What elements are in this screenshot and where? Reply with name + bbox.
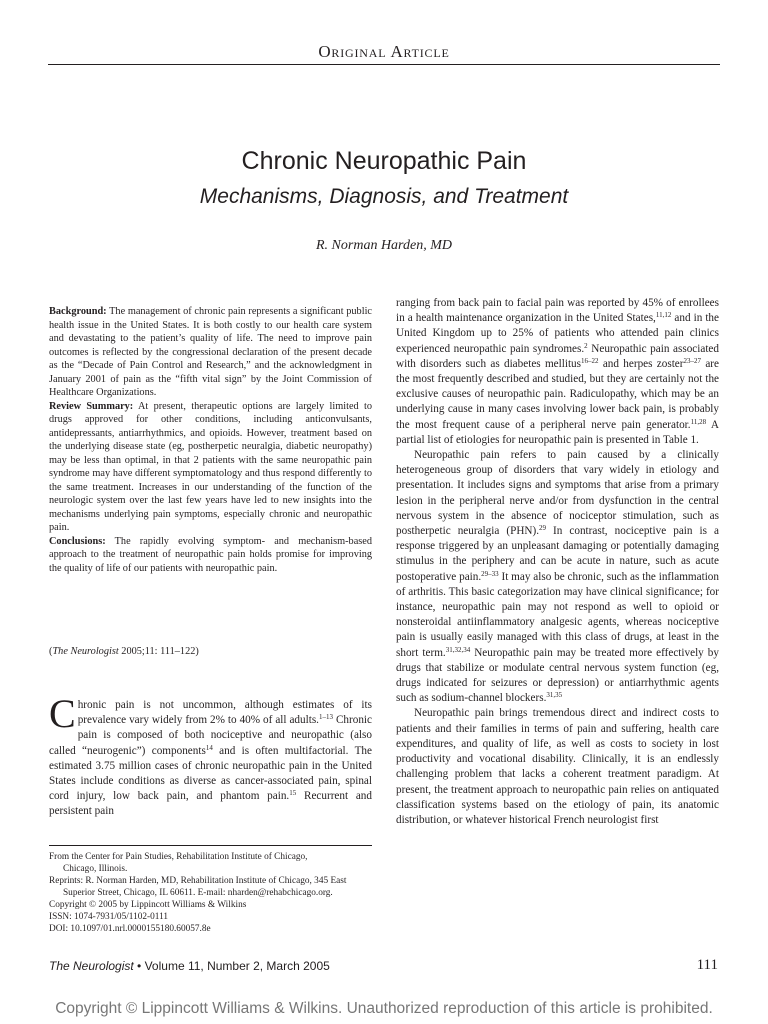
footnotes <box>49 851 372 935</box>
ref-sup: 11,28 <box>690 417 707 426</box>
review-text: At present, therapeutic options are largely limited to drugs approved for other conditions, including anticonvulsants, antidepressants, antiarrhythmics, and opioids. However, treatment based on the underlying disease state (eg, postherpetic neuralgia, diabetic neuropathy) may be less than optimal, in that 2 patients with the same neuropathic pain syndrome may have different symptomatology and thus respond differently to the same treatment. Increases in our understanding of the function of the neurologic system over the last few years have led to new insights into the mechanisms underlying pain symptoms, especially chronic and neuropathic pain. <box>49 400 372 533</box>
copyright-banner: Copyright © Lippincott Williams & Wilkins. Unauthorized reproduction of this article is prohibited. <box>55 1000 713 1017</box>
p1-text-2: and in the United Kingdom up to 25% of patients who attended pain clinics experienced neuropathic pain syndromes. <box>396 312 719 355</box>
conclusions-label: Conclusions: <box>49 535 106 547</box>
ref-sup: 23–27 <box>683 356 702 365</box>
p1-text-1: ranging from back pain to facial pain was reported by 45% of enrollees in a health maintenance organization in the United States, <box>396 297 719 325</box>
footnote-reprints: Reprints: R. Norman Harden, MD, Rehabilitation Institute of Chicago, 345 East <box>49 876 347 886</box>
footer-journal: The Neurologist <box>49 959 134 973</box>
p1-text-4: and herpes zoster <box>598 357 684 370</box>
article-author: R. Norman Harden, MD <box>316 238 452 253</box>
ref-sup: 15 <box>289 789 297 798</box>
article-title: Chronic Neuropathic Pain <box>241 147 527 175</box>
footnote-affiliation: From the Center for Pain Studies, Rehabilitation Institute of Chicago, <box>49 852 308 862</box>
section-label-text: Original Article <box>318 42 450 61</box>
footnote-issn: ISSN: 1074-7931/05/1102-0111 <box>49 912 169 922</box>
page-number: 111 <box>696 957 718 973</box>
right-column <box>396 296 719 828</box>
running-footer <box>49 959 330 973</box>
footnote-doi: DOI: 10.1097/01.nrl.0000155180.60057.8e <box>49 924 211 934</box>
abstract-review <box>49 400 372 535</box>
citation-open: ( <box>49 646 53 657</box>
footnote-affiliation-city: Chicago, Illinois. <box>63 864 128 874</box>
abstract-conclusions <box>49 535 372 576</box>
footer-bullet: • <box>133 959 145 973</box>
intro-text-3: and is often multifactorial. The estimated 3.75 million cases of chronic neuropathic pain in the United States include conditions as diverse as cancer-associated pain, spinal cord injury, low back pain, and phantom pain. <box>49 744 372 803</box>
background-label: Background: <box>49 306 107 317</box>
body-paragraph-1 <box>396 296 719 448</box>
ref-sup: 29–33 <box>481 569 499 578</box>
intro-text-4: Recurrent and persistent pain <box>49 790 372 818</box>
intro-paragraph <box>49 691 372 820</box>
p3-text-1: Neuropathic pain brings tremendous direct and indirect costs to patients and their families in terms of pain and suffering, health care expenditures, and quality of life, as well as costs to society in lost productivity and vocational disability. Clinically, it is an endlessly challenging problem that lacks a coherent treatment paradigm. At present, the treatment approach to neuropathic pain relies on antiquated classification systems based on the etiology of pain, its anatomic distribution, or whatever historical French neurologist first <box>396 707 719 826</box>
p2-text-4: Neuropathic pain may be treated more effectively by drugs that stabilize or modulate central nervous system function (eg, drugs indicated for seizures or depression) or antiarrhythmic agents such as sodium-channel blockers. <box>396 646 719 705</box>
footnote-reprints-address: Superior Street, Chicago, IL 60611. E-mail: nharden@rehabchicago.org. <box>63 888 333 898</box>
body-paragraph-2 <box>396 448 719 706</box>
background-text: The management of chronic pain represents a significant public health issue in the United States. It is both costly to our health care system and devastating to the patient’s quality of life. The need to improve pain outcomes is reflected by the congressional declaration of the present decade as the “Decade of Pain Control and Research,” and the acknowledgment in January 2001 of pain as the “fifth vital sign” by the Joint Commission of Healthcare Organizations. <box>49 306 372 398</box>
p2-text-1: Neuropathic pain refers to pain caused by a clinically heterogeneous group of disorders that vary widely in etiology and presentation. It includes signs and symptoms that arise from a primary lesion in the peripheral nerve and/or from dysfunction in the central nervous system in the absence of nociceptor stimulation, such as postherpetic neuralgia (PHN). <box>396 449 719 538</box>
article-subtitle: Mechanisms, Diagnosis, and Treatment <box>199 185 569 208</box>
ref-sup: 14 <box>205 743 213 752</box>
section-label <box>0 42 768 62</box>
p2-text-2: In contrast, nociceptive pain is a response triggered by an unpleasant damaging or potentially damaging stimulus in the periphery and can be acute in nature, such as acute postoperative pain. <box>396 525 719 583</box>
intro-text-2: Chronic pain is composed of both nociceptive and neuropathic (also called “neurogenic”) components <box>49 714 372 757</box>
footnote-rule <box>49 845 372 846</box>
citation-rest: 2005;11: 111–122) <box>118 646 199 657</box>
ref-sup: 1–13 <box>318 713 333 722</box>
ref-sup: 16–22 <box>581 356 599 365</box>
abstract-background <box>49 305 372 400</box>
footnote-copyright: Copyright © 2005 by Lippincott Williams & Wilkins <box>49 900 247 910</box>
p1-text-5: are the most frequently described and studied, but they are certainly not the exclusive causes of neuropathic pain. Radiculopathy, which may be an underlying cause in many cases involving lower back pain, is probably the most frequent cause of a peripheral nerve pain generator. <box>396 357 719 431</box>
p2-text-3: It may also be chronic, such as the inflammation of arthritis. This basic categorization may have clinical significance; for instance, neuropathic pain may not respond as well to opioid or nonsteroidal antiinflammatory analgesic agents, whereas nociceptive pain is usually easily managed with this class of drugs, at least in the short term. <box>396 570 719 659</box>
footer-volume: Volume 11, Number 2, March 2005 <box>144 959 330 973</box>
citation-journal: The Neurologist <box>52 646 119 657</box>
p1-text-6: A partial list of etiologies for neuropathic pain is presented in Table 1. <box>396 418 719 446</box>
intro-text-1: hronic pain is not uncommon, although estimates of its prevalence vary widely from 2% to 40% of all adults. <box>77 699 372 727</box>
citation <box>49 645 372 658</box>
ref-sup: 31,32,34 <box>445 645 471 654</box>
drop-cap: C <box>49 691 76 736</box>
conclusions-text: The rapidly evolving symptom- and mechanism-based approach to the treatment of neuropathic pain holds promise for improving the quality of life of our patients with neuropathic pain. <box>49 535 372 574</box>
header-rule <box>48 64 720 65</box>
ref-sup: 31,35 <box>546 691 563 700</box>
p1-text-3: Neuropathic pain associated with disorders such as diabetes mellitus <box>396 342 719 370</box>
abstract <box>49 305 372 575</box>
ref-sup: 11,12 <box>655 311 672 320</box>
body-paragraph-3 <box>396 706 719 828</box>
review-label: Review Summary: <box>49 400 134 412</box>
ref-sup: 29 <box>539 524 546 533</box>
ref-sup: 2 <box>584 341 588 350</box>
